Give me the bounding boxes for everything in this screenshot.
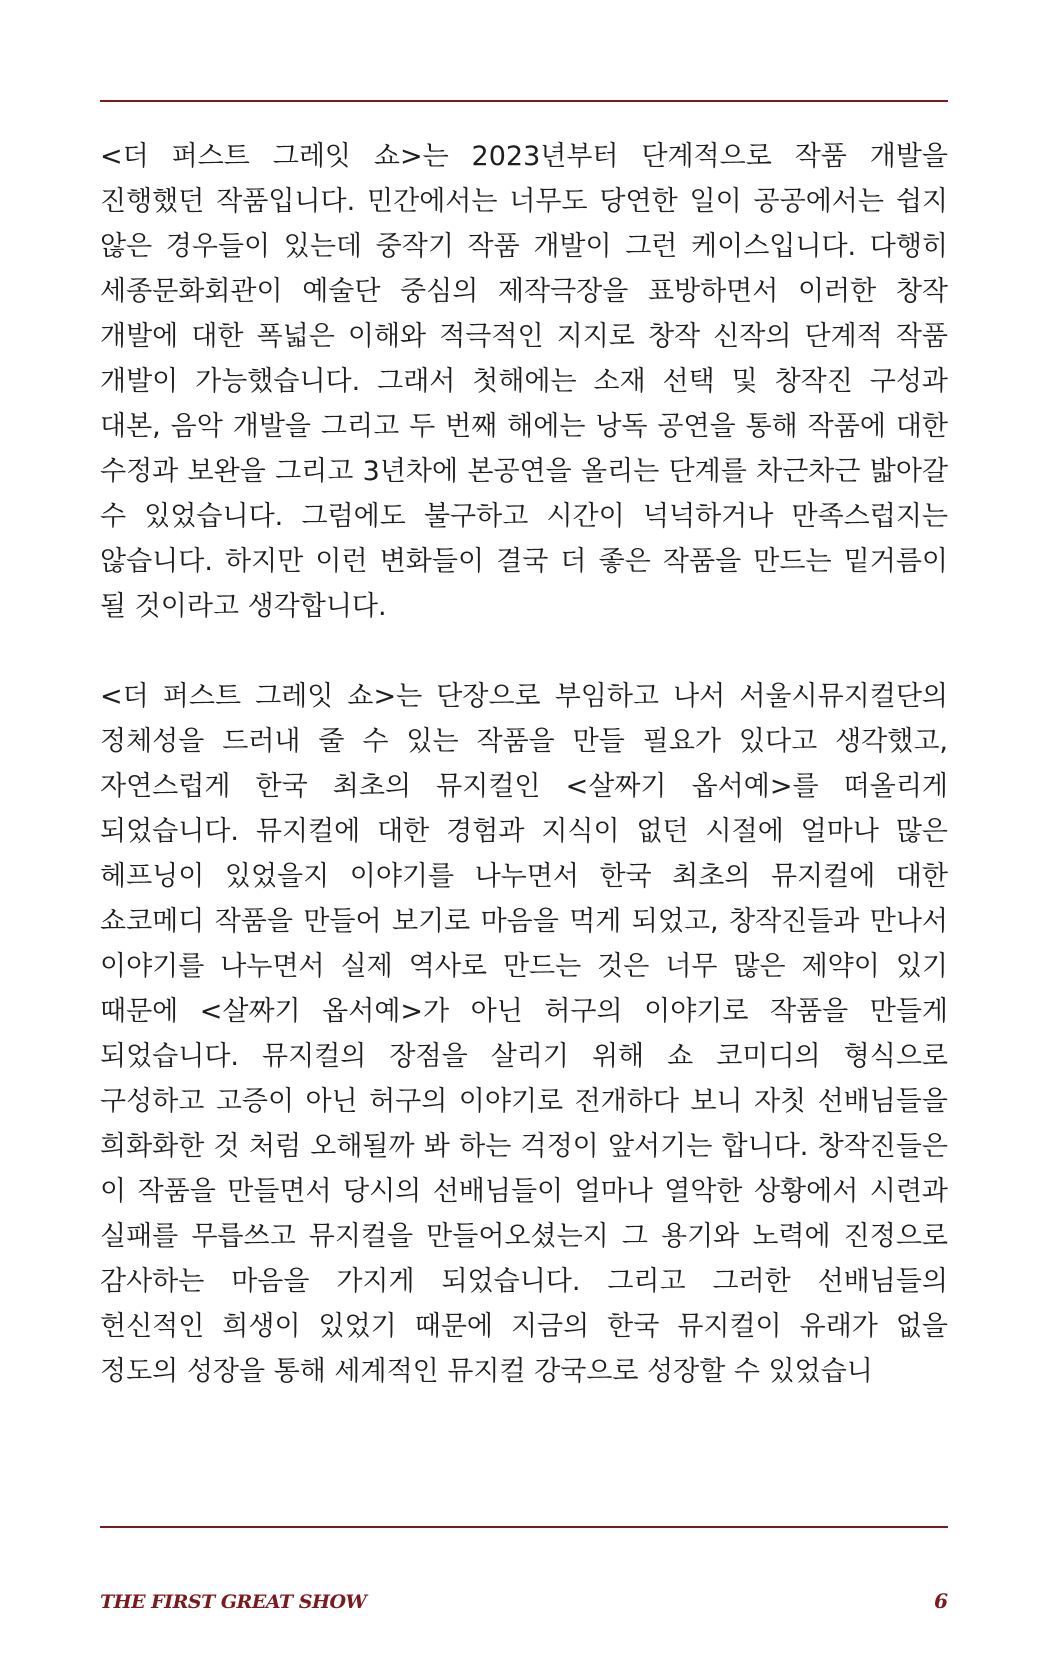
paragraph-1: <더 퍼스트 그레잇 쇼>는 2023년부터 단계적으로 작품 개발을 진행했던 작품입니다. 민간에서는 너무도 당연한 일이 공공에서는 쉽지 않은 경우들이 있는데 중작기 작품 개발이 그런 케이스입니다. 다행히 세종문화회관이 예술단 중심의 제작극장을 표방하면서 이러한 창작 개발에 대한 폭넓은 이해와 적극적인 지지로 창작 신작의 단계적 작품 개발이 가능했습니다. 그래서 첫해에는 소재 선택 및 창작진 구성과 대본, 음악 개발을 그리고 두 번째 해에는 낭독 공연을 통해 작품에 대한 수정과 보완을 그리고 3년차에 본공연을 올리는 단계를 차근차근 밟아갈 수 있었습니다. 그럼에도 불구하고 시간이 넉넉하거나 만족스럽지는 않습니다. 하지만 이런 변화들이 결국 더 좋은 작품을 만드는 밑거름이 될 것이라고 생각합니다. xyxy=(100,141,948,622)
footer-title: THE FIRST GREAT SHOW xyxy=(100,1591,367,1613)
page-number: 6 xyxy=(934,1589,948,1613)
paragraph-2: <더 퍼스트 그레잇 쇼>는 단장으로 부임하고 나서 서울시뮤지컬단의 정체성을 드러내 줄 수 있는 작품을 만들 필요가 있다고 생각했고, 자연스럽게 한국 최초의 뮤지컬인 <살짜기 옵서예>를 떠올리게 되었습니다. 뮤지컬에 대한 경험과 지식이 없던 시절에 얼마나 많은 헤프닝이 있었을지 이야기를 나누면서 한국 최초의 뮤지컬에 대한 쇼코메디 작품을 만들어 보기로 마음을 먹게 되었고, 창작진들과 만나서 이야기를 나누면서 실제 역사로 만드는 것은 너무 많은 제약이 있기 때문에 <살짜기 옵서예>가 아닌 허구의 이야기로 작품을 만들게 되었습니다. 뮤지컬의 장점을 살리기 위해 쇼 코미디의 형식으로 구성하고 고증이 아닌 허구의 이야기로 전개하다 보니 자칫 선배님들을 희화화한 것 처럼 오해될까 봐 하는 걱정이 앞서기는 합니다. 창작진들은 이 작품을 만들면서 당시의 선배님들이 얼마나 열악한 상황에서 시련과 실패를 무릅쓰고 뮤지컬을 만들어오셨는지 그 용기와 노력에 진정으로 감사하는 마음을 가지게 되었습니다. 그리고 그러한 선배님들의 헌신적인 희생이 있었기 때문에 지금의 한국 뮤지컬이 유래가 없을 정도의 성장을 통해 세계적인 뮤지컬 강국으로 성장할 수 있었습니 xyxy=(100,681,948,1387)
top-divider xyxy=(100,100,948,102)
bottom-divider xyxy=(100,1526,948,1528)
article-body xyxy=(100,134,948,1394)
